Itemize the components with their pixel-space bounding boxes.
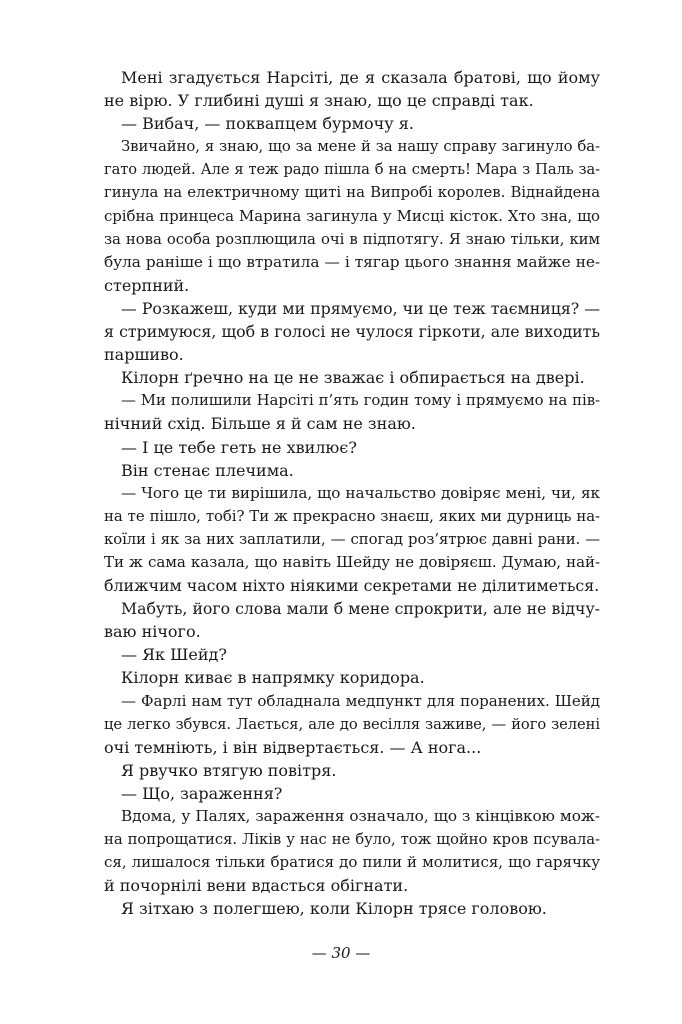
text-line: я стримуюся, щоб в голосі не чулося гіркоти, але виходить <box>104 322 600 342</box>
text-line: Мені згадується Нарсіті, де я сказала братові, що йому <box>121 68 600 87</box>
text-line: Мабуть, його слова мали б мене спрокрити, але не відчу- <box>121 599 600 619</box>
text-line: Він стенає плечима. <box>121 460 294 480</box>
page-number: — 30 — <box>311 944 371 962</box>
text-line: Я зітхаю з полегшею, коли Кілорн трясе головою. <box>121 899 547 919</box>
text-line: ближчим часом ніхто ніякими секретами не ділитиметься. <box>104 576 600 596</box>
text-line: — Що, зараження? <box>121 783 283 803</box>
text-line: на попрощатися. Ліків у нас не було, тож щойно кров псувала- <box>104 831 600 849</box>
text-line: не вірю. У глибині душі я знаю, що це справді так. <box>104 91 534 111</box>
text-line: — Як Шейд? <box>121 645 227 665</box>
text-line: гинула на електричному щиті на Випробі королев. Віднайдена <box>104 183 600 202</box>
text-line: — І це тебе геть не хвилює? <box>121 437 357 457</box>
text-line: — Чого це ти вирішила, що начальство довіряє мені, чи, як <box>121 483 600 502</box>
text-line: — Ми полишили Нарсіті п’ять годин тому і прямуємо на пів- <box>121 391 600 410</box>
text-line: гато людей. Але я теж радо пішла б на смерть! Мара з Паль за- <box>104 161 600 179</box>
text-line: це легко збувся. Лається, але до весілля заживе, — його зелені <box>104 715 600 733</box>
text-line: Ти ж сама казала, що навіть Шейду не довіряєш. Думаю, най- <box>104 552 600 571</box>
text-line: ваю нічого. <box>104 622 201 642</box>
text-line: Звичайно, я знаю, що за мене й за нашу справу загинуло ба- <box>121 138 600 156</box>
text-line: паршиво. <box>104 345 184 365</box>
text-line: Вдома, у Палях, зараження означало, що з кінцівкою мож- <box>121 807 600 825</box>
text-line: ся, лишалося тільки братися до пили й молитися, що гарячку <box>104 853 600 872</box>
text-line: Кілорн ґречно на це не зважає і обпирається на двері. <box>121 368 585 388</box>
text-line: за нова особа розплющила очі в підпотягу. Я знаю тільки, ким <box>104 229 600 248</box>
text-line: — Вибач, — поквапцем бурмочу я. <box>121 114 414 134</box>
text-line: нічний схід. Більше я й сам не знаю. <box>104 414 416 434</box>
text-line: срібна принцеса Марина загинула у Мисці кісток. Хто зна, що <box>104 206 600 225</box>
text-line: Я рвучко втягую повітря. <box>121 760 337 780</box>
text-line: й почорнілі вени вдасться обігнати. <box>104 876 409 896</box>
text-line: Кілорн киває в напрямку коридора. <box>121 668 425 688</box>
text-line: коїли і як за них заплатили, — спогад роз’ятрює давні рани. — <box>104 530 600 548</box>
text-line: стерпний. <box>104 275 190 295</box>
text-line: була раніше і що втратила — і тягар цього знання майже не- <box>104 252 600 271</box>
text-line: очі темніють, і він відвертається. — А нога... <box>104 737 482 757</box>
text-line: — Фарлі нам тут обладнала медпункт для поранених. Шейд <box>121 691 600 710</box>
text-line: на те пішло, тобі? Ти ж прекрасно знаєш, яких ми дурниць на- <box>104 506 600 525</box>
text-line: — Розкажеш, куди ми прямуємо, чи це теж таємниця? — <box>121 298 600 318</box>
body-text <box>104 66 600 920</box>
